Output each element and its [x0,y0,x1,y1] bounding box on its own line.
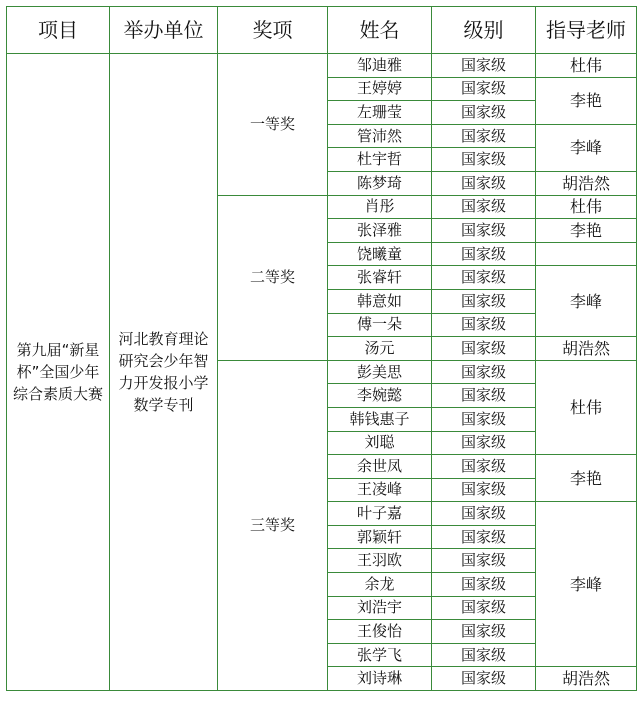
level-cell: 国家级 [432,431,536,455]
teacher-cell: 杜伟 [536,54,637,78]
header-teacher: 指导老师 [536,7,637,54]
level-cell: 国家级 [432,502,536,526]
student-name: 王羽欧 [328,549,432,573]
level-cell: 国家级 [432,643,536,667]
level-cell: 国家级 [432,620,536,644]
level-cell: 国家级 [432,77,536,101]
student-name: 张泽雅 [328,219,432,243]
student-name: 张学飞 [328,643,432,667]
organizer-cell: 河北教育理论研究会少年智力开发报小学数学专刊 [110,54,218,691]
student-name: 刘浩宇 [328,596,432,620]
teacher-cell: 李峰 [536,124,637,171]
level-cell: 国家级 [432,171,536,195]
header-award: 奖项 [218,7,328,54]
award-second: 二等奖 [218,195,328,360]
level-cell: 国家级 [432,313,536,337]
teacher-cell: 胡浩然 [536,337,637,361]
student-name: 韩意如 [328,289,432,313]
student-name: 刘聪 [328,431,432,455]
student-name: 王俊怡 [328,620,432,644]
teacher-cell-empty [536,242,637,266]
level-cell: 国家级 [432,195,536,219]
teacher-cell: 李峰 [536,502,637,667]
student-name: 张睿轩 [328,266,432,290]
level-cell: 国家级 [432,124,536,148]
teacher-cell: 李艳 [536,455,637,502]
student-name: 肖彤 [328,195,432,219]
level-cell: 国家级 [432,455,536,479]
student-name: 左珊莹 [328,101,432,125]
level-cell: 国家级 [432,525,536,549]
level-cell: 国家级 [432,54,536,78]
student-name: 郭颖轩 [328,525,432,549]
student-name: 陈梦琦 [328,171,432,195]
student-name: 王凌峰 [328,478,432,502]
level-cell: 国家级 [432,289,536,313]
level-cell: 国家级 [432,266,536,290]
student-name: 管沛然 [328,124,432,148]
header-level: 级别 [432,7,536,54]
student-name: 傅一朵 [328,313,432,337]
teacher-cell: 胡浩然 [536,667,637,691]
student-name: 叶子嘉 [328,502,432,526]
award-table [6,6,637,691]
header-organizer: 举办单位 [110,7,218,54]
table-row [7,54,637,78]
level-cell: 国家级 [432,148,536,172]
level-cell: 国家级 [432,667,536,691]
level-cell: 国家级 [432,384,536,408]
award-third: 三等奖 [218,360,328,690]
header-project: 项目 [7,7,110,54]
level-cell: 国家级 [432,407,536,431]
teacher-cell: 李艳 [536,77,637,124]
level-cell: 国家级 [432,101,536,125]
student-name: 刘诗琳 [328,667,432,691]
student-name: 王婷婷 [328,77,432,101]
header-name: 姓名 [328,7,432,54]
level-cell: 国家级 [432,549,536,573]
level-cell: 国家级 [432,596,536,620]
student-name: 饶曦童 [328,242,432,266]
level-cell: 国家级 [432,478,536,502]
level-cell: 国家级 [432,573,536,597]
level-cell: 国家级 [432,337,536,361]
student-name: 汤元 [328,337,432,361]
student-name: 韩钱惠子 [328,407,432,431]
header-row [7,7,637,54]
teacher-cell: 杜伟 [536,360,637,454]
award-first: 一等奖 [218,54,328,196]
teacher-cell: 李艳 [536,219,637,243]
student-name: 余世凤 [328,455,432,479]
teacher-cell: 胡浩然 [536,171,637,195]
student-name: 余龙 [328,573,432,597]
teacher-cell: 杜伟 [536,195,637,219]
level-cell: 国家级 [432,219,536,243]
student-name: 彭美思 [328,360,432,384]
student-name: 邹迪雅 [328,54,432,78]
level-cell: 国家级 [432,242,536,266]
level-cell: 国家级 [432,360,536,384]
student-name: 李婉懿 [328,384,432,408]
student-name: 杜宇哲 [328,148,432,172]
teacher-cell: 李峰 [536,266,637,337]
project-cell: 第九届“新星杯”全国少年综合素质大赛 [7,54,110,691]
